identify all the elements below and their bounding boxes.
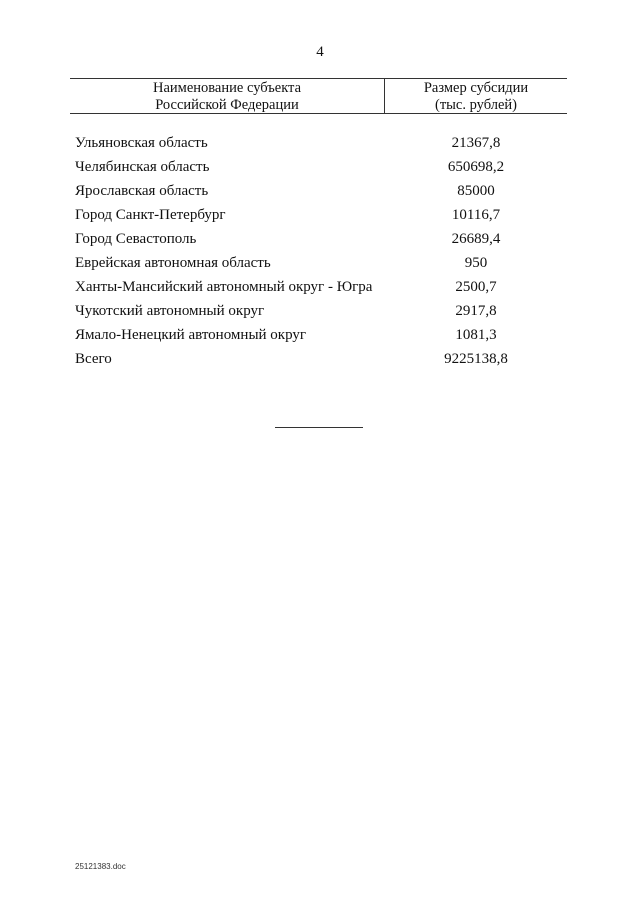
header-region-name-line1: Наименование субъекта <box>152 80 302 96</box>
document-code: 25121383.doc <box>75 862 126 871</box>
header-subsidy-amount-line1: Размер субсидии <box>423 80 529 96</box>
table-row-total <box>70 347 567 371</box>
table-header-bottom-rule <box>70 113 567 114</box>
subsidy-amount: 21367,8 <box>451 135 501 151</box>
table-row <box>70 131 567 155</box>
subsidy-amount: 2917,8 <box>455 303 497 319</box>
table-row <box>70 227 567 251</box>
subsidy-amount: 26689,4 <box>451 231 501 247</box>
subsidy-amount: 85000 <box>457 183 495 199</box>
region-name: Город Севастополь <box>75 231 197 247</box>
region-name: Челябинская область <box>75 159 210 175</box>
subsidy-amount: 1081,3 <box>455 327 497 343</box>
table-body <box>70 131 567 371</box>
table-row <box>70 203 567 227</box>
region-name: Ярославская область <box>75 183 209 199</box>
region-name: Чукотский автономный округ <box>75 303 265 319</box>
region-name: Ямало-Ненецкий автономный округ <box>75 327 307 343</box>
total-label: Всего <box>75 351 112 367</box>
table-row <box>70 155 567 179</box>
region-name: Ханты-Мансийский автономный округ - Югра <box>75 279 373 295</box>
region-name: Город Санкт-Петербург <box>75 207 226 223</box>
end-of-document-rule <box>275 427 363 428</box>
table-header-top-rule <box>70 78 567 79</box>
table-row <box>70 323 567 347</box>
page-number: 4 <box>316 44 324 60</box>
subsidy-amount: 950 <box>464 255 488 271</box>
total-amount: 9225138,8 <box>444 351 508 367</box>
header-subsidy-amount <box>385 80 567 114</box>
header-region-name <box>70 80 384 114</box>
region-name: Еврейская автономная область <box>75 255 271 271</box>
subsidy-amount: 10116,7 <box>451 207 501 223</box>
table-row <box>70 299 567 323</box>
subsidy-amount: 2500,7 <box>455 279 497 295</box>
table-row <box>70 179 567 203</box>
header-subsidy-amount-line2: (тыс. рублей) <box>435 97 517 113</box>
header-region-name-line2: Российской Федерации <box>155 97 299 113</box>
region-name: Ульяновская область <box>75 135 208 151</box>
subsidy-amount: 650698,2 <box>447 159 505 175</box>
table-row <box>70 251 567 275</box>
table-row <box>70 275 567 299</box>
